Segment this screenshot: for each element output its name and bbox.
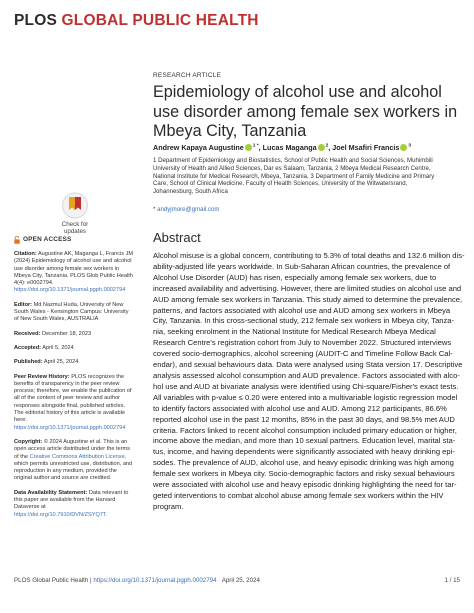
author-affil-mark: 1 * <box>252 143 259 149</box>
abstract-line: endar), and sexual behaviours data. Data were analysed using Stata version 17. Descriptive <box>153 360 463 370</box>
author-name[interactable]: Lucas Maganga <box>262 143 317 152</box>
author-affil-mark: 3 <box>408 143 412 149</box>
published-date: Published: April 25, 2024 <box>14 359 79 366</box>
data-availability-block: Data Availability Statement: Data relevant to this paper are available from the Harvard Dataverse at https://doi.org/10.7910/DVN/ZSYQ7T. <box>14 489 129 518</box>
affiliation-line: Care, School of Clinical Medicine, Faculty of Health Sciences, University of the Witwatersrand, <box>153 180 408 188</box>
abstract-line: analysis assessed alcohol consumption and AUD prevalence. Factors associated with alco- <box>153 370 460 380</box>
orcid-icon[interactable] <box>400 144 407 151</box>
abstract-heading: Abstract <box>153 230 201 245</box>
received-date: Received: December 18, 2023 <box>14 330 92 337</box>
footer-separator: | <box>90 577 92 584</box>
abstract-line: were associated with alcohol use and heavy episodic drinking highlighting the need for tar- <box>153 480 457 490</box>
author-name[interactable]: Joel Msafiri Francis <box>332 143 400 152</box>
abstract-line: Research Centre's registration cohort from July to November 2022. Structured interviews <box>153 338 452 348</box>
affiliation-line: Johannesburg, South Africa <box>153 188 228 196</box>
affiliations <box>153 157 465 196</box>
abstract-line: reported alcohol use in the past 12 months, 85% in the past 30 days, and 98.5% met AUD <box>153 414 455 424</box>
abstract-line: City, Tanzania. In this cross-sectional study, 212 female sex workers in Mbeya city, Tanza- <box>153 316 455 326</box>
peer-review-link[interactable]: https://doi.org/10.1371/journal.pgph.0002794 <box>14 424 126 431</box>
article-type: RESEARCH ARTICLE <box>153 72 222 79</box>
article-title: Epidemiology of alcohol use and alcohol use disorder among female sex workers in Mbeya City, Tanzania <box>153 83 458 140</box>
author-name[interactable]: Andrew Kapaya Augustine <box>153 143 244 152</box>
author-list: Andrew Kapaya Augustine $^{1 *}$, Lucas Maganga $^2$, Joel Msafiri Francis $^3$ <box>153 143 412 152</box>
abstract-line: ability-adjusted life years worldwide. In Sub-Saharan African countries, the prevalence of <box>153 261 451 271</box>
abstract-line: program. <box>153 501 184 511</box>
journal-logo[interactable] <box>14 12 259 30</box>
open-access-label: OPEN ACCESS <box>14 236 134 244</box>
editor-block: Editor: Md Nazmul Huda, University of New South Wales - Kensington Campus: University of New South Wales, AUSTRALIA <box>14 301 129 323</box>
corresponding-email <box>153 206 219 213</box>
abstract-line: covered socio-demographics, alcohol screening (AUDIT-C and Timeline Follow Back Cal- <box>153 349 453 359</box>
abstract-line: female sex workers in Mbeya city. Socio-demographic factors and risky sexual behaviours <box>153 469 455 479</box>
abstract-line: sodes. The prevalence of AUD, alcohol use, and heavy episodic drinking was high among <box>153 458 454 468</box>
accepted-date: Accepted: April 5, 2024 <box>14 344 74 351</box>
open-lock-icon <box>14 236 20 244</box>
copyright-block: Copyright: © 2024 Augustine et al. This is an open access article distributed under the terms of the Creative Commons Attribution License, which permits unrestricted use, distribution, and reproduction in any medium, provided the original author and source are credited. <box>14 438 133 482</box>
abstract-line: hol use and AUD at bivariate analysis were identified using Chi-square/Fisher's exact tests. <box>153 381 459 391</box>
data-link[interactable]: https://doi.org/10.7910/DVN/ZSYQ7T. <box>14 511 108 518</box>
abstract-line: All variables with p-value ≤ 0.20 were entered into a multivariable logistic regression model <box>153 392 458 402</box>
orcid-icon[interactable] <box>245 144 252 151</box>
abstract-line: increased availability and advertising. However, there are limited studies on alcohol use and <box>153 283 462 293</box>
journal-name-part1: PLOS <box>14 12 58 29</box>
page-number: 1 / 15 <box>444 577 460 584</box>
check-updates-line2: updates <box>63 228 87 235</box>
abstract-line: geted interventions to combat alcohol abuse among female sex workers within the HIV <box>153 490 444 500</box>
abstract-line: income above the median, and more than 10 sexual partners. Education level, marital sta- <box>153 436 456 446</box>
abstract-line: tus, income, and having dependents were significantly associated with heavy drinking epi- <box>153 447 455 457</box>
author-affil-mark: 2 <box>325 143 329 149</box>
affiliation-line: 1 Department of Epidemiology and Biostatistics, School of Public Health and Social Sciences, Muhimbili <box>153 157 433 164</box>
journal-name-part2: GLOBAL PUBLIC HEALTH <box>61 12 259 29</box>
abstract-body <box>153 251 469 513</box>
abstract-line: to identify factors associated with alcohol use and AUD. Among 212 participants, 86.6% <box>153 403 447 413</box>
affiliation-line: University of Health and Allied Sciences, Dar es Salaam, Tanzania, 2 Mbeya Medical Research Centre, <box>153 164 431 172</box>
license-link[interactable]: Creative Commons Attribution License, <box>29 453 127 460</box>
orcid-icon[interactable] <box>318 144 325 151</box>
abstract-line: nia, seeking enrolment in the National Institute for Medical Research Mbeya Medical <box>153 327 436 337</box>
abstract-line: patterns, and factors associated with alcohol use and AUD among sex workers in Mbeya <box>153 305 451 315</box>
citation-doi-link[interactable]: https://doi.org/10.1371/journal.pgph.0002794 <box>14 287 126 294</box>
citation-block: Citation: Augustine AK, Maganga L, Francis JM (2024) Epidemiology of alcohol use and alcohol use disorder among female sex workers in Mbeya City, Tanzania. PLOS Glob Public Health 4(4): e0002794. https://doi.org/10.1371/journal.pgph.0002794 <box>14 251 134 294</box>
abstract-line: criteria. Factors linked to recent alcohol consumption included primary education or higher, <box>153 425 457 435</box>
affiliation-line: National Institute for Medical Research, Mbeya, Tanzania, 3 Department of Family Medicine and Primary <box>153 172 435 180</box>
footer-journal: PLOS Global Public Health <box>14 577 89 584</box>
check-updates-line1: Check for <box>61 221 89 228</box>
abstract-line: Alcohol misuse is a global concern, contributing to 5.3% of total deaths and 132.6 million dis- <box>153 251 465 260</box>
bookmark-icon <box>57 192 93 219</box>
footer-date: April 25, 2024 <box>221 577 260 584</box>
article-info-sidebar <box>14 236 134 526</box>
peer-review-block: Peer Review History: PLOS recognizes the benefits of transparency in the peer review process; therefore, we enable the publication of all of the content of peer review and author responses alongside final, published articles. The editorial history of this article is available here: https://doi.org/10.1371/journal.pgph.0002794 <box>14 373 132 431</box>
check-for-updates-badge[interactable] <box>57 192 93 235</box>
email-link[interactable]: andyjmore@gmail.com <box>157 206 220 213</box>
footer-doi-link[interactable]: https://doi.org/10.1371/journal.pgph.0002794 <box>93 577 217 584</box>
email-prefix: * <box>153 206 156 213</box>
abstract-line: AUD among female sex workers in Tanzania. This study aimed to determine the prevalence, <box>153 294 463 304</box>
abstract-line: Alcohol Use Disorder (AUD) has risen, especially among female sex workers, due to <box>153 272 437 282</box>
